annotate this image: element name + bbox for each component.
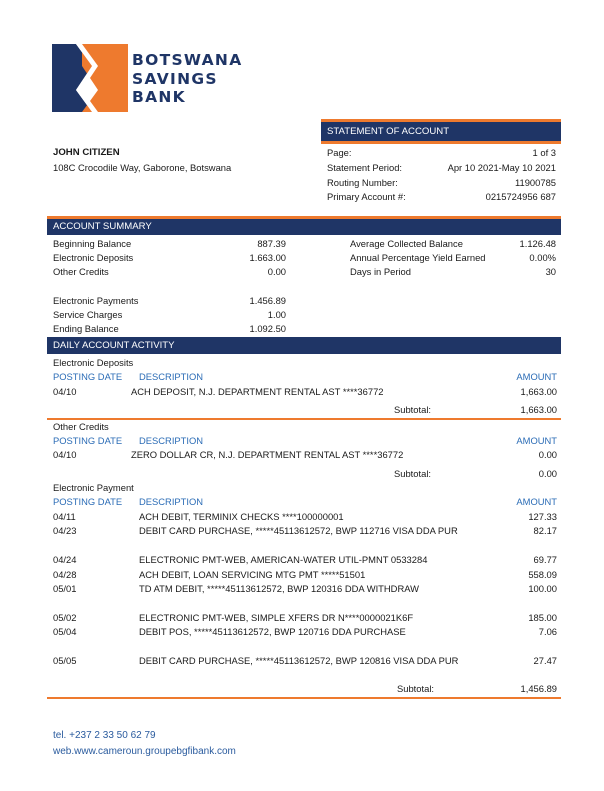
- row-amount: 7.06: [538, 626, 557, 637]
- subtotal-value: 1,456.89: [520, 683, 557, 694]
- row-amount: 27.47: [533, 655, 557, 666]
- row-amount: 100.00: [528, 583, 557, 594]
- row-date: 04/24: [53, 554, 77, 565]
- summary-row: [53, 252, 286, 263]
- statement-title: STATEMENT OF ACCOUNT: [321, 122, 561, 141]
- customer-name: JOHN CITIZEN: [53, 147, 120, 158]
- summary-label: Electronic Payments: [53, 295, 139, 306]
- row-amount: 82.17: [533, 525, 557, 536]
- customer-address: 108C Crocodile Way, Gaborone, Botswana: [53, 162, 232, 173]
- account-summary-title: ACCOUNT SUMMARY: [47, 219, 561, 235]
- row-description: ELECTRONIC PMT-WEB, AMERICAN-WATER UTIL-PMNT 0533284: [139, 554, 428, 565]
- column-header-amount: AMOUNT: [516, 371, 557, 382]
- row-description: DEBIT POS, *****45113612572, BWP 120716 DDA PURCHASE: [139, 626, 406, 637]
- column-header-date: POSTING DATE: [53, 435, 123, 446]
- row-amount: 558.09: [528, 569, 557, 580]
- row-amount: 185.00: [528, 612, 557, 623]
- field-value: 1 of 3: [532, 147, 556, 158]
- subtotal-label: Subtotal:: [394, 404, 432, 415]
- summary-row: [350, 238, 556, 249]
- summary-value: 1.663.00: [249, 252, 286, 263]
- statement-bottom-rule: [321, 141, 561, 144]
- field-value: 11900785: [514, 177, 556, 188]
- column-header-description: DESCRIPTION: [139, 371, 204, 382]
- summary-value: 0.00%: [529, 252, 556, 263]
- row-date: 04/11: [53, 511, 76, 522]
- summary-label: Other Credits: [53, 266, 109, 277]
- row-amount: 69.77: [533, 554, 557, 565]
- bank-name-line-1: BOTSWANA: [132, 51, 243, 69]
- activity-title: DAILY ACCOUNT ACTIVITY: [47, 337, 561, 354]
- footer-phone: tel. +237 2 33 50 62 79: [53, 730, 156, 741]
- subtotal-label: Subtotal:: [397, 683, 435, 694]
- statement-field: [327, 177, 556, 188]
- summary-row: [53, 295, 286, 306]
- row-date: 04/10: [53, 386, 77, 397]
- section-divider: [47, 418, 561, 420]
- summary-value: 30: [545, 266, 556, 277]
- column-header-amount: AMOUNT: [516, 435, 557, 446]
- field-label: Page:: [327, 147, 352, 158]
- field-value: 0215724956 687: [485, 191, 556, 202]
- row-description: ACH DEBIT, TERMINIX CHECKS ****100000001: [139, 511, 344, 522]
- summary-row: [53, 309, 286, 320]
- row-date: 05/02: [53, 612, 77, 623]
- field-label: Primary Account #:: [327, 191, 406, 202]
- statement-field: [327, 162, 556, 173]
- summary-value: 887.39: [257, 238, 286, 249]
- subtotal-label: Subtotal:: [394, 468, 432, 479]
- field-label: Statement Period:: [327, 162, 403, 173]
- summary-label: Electronic Deposits: [53, 252, 134, 263]
- statement-field: [327, 147, 556, 158]
- column-header-description: DESCRIPTION: [139, 496, 204, 507]
- row-date: 05/05: [53, 655, 77, 666]
- row-date: 04/10: [53, 449, 77, 460]
- row-amount: 127.33: [528, 511, 557, 522]
- summary-label: Beginning Balance: [53, 238, 132, 249]
- section-label: Electronic Deposits: [53, 357, 134, 368]
- summary-label: Service Charges: [53, 309, 123, 320]
- row-amount: 1,663.00: [520, 386, 557, 397]
- row-description: ACH DEPOSIT, N.J. DEPARTMENT RENTAL AST ****36772: [131, 386, 384, 397]
- row-description: ELECTRONIC PMT-WEB, SIMPLE XFERS DR N****0000021K6F: [139, 612, 414, 623]
- summary-row: [53, 238, 286, 249]
- bank-name-line-2: SAVINGS: [132, 70, 218, 88]
- row-description: ACH DEBIT, LOAN SERVICING MTG PMT *****51501: [139, 569, 366, 580]
- row-date: 04/28: [53, 569, 77, 580]
- summary-value: 1.00: [267, 309, 286, 320]
- footer-website[interactable]: web.www.cameroun.groupebgfibank.com: [53, 746, 236, 757]
- summary-value: 1.456.89: [249, 295, 286, 306]
- summary-row: [53, 323, 286, 334]
- section-label: Electronic Payment: [53, 482, 134, 493]
- row-date: 05/01: [53, 583, 77, 594]
- summary-value: 1.092.50: [249, 323, 286, 334]
- row-description: ZERO DOLLAR CR, N.J. DEPARTMENT RENTAL AST ****36772: [131, 449, 404, 460]
- summary-label: Annual Percentage Yield Earned: [350, 252, 486, 263]
- column-header-amount: AMOUNT: [516, 496, 557, 507]
- field-label: Routing Number:: [327, 177, 398, 188]
- summary-value: 0.00: [267, 266, 286, 277]
- subtotal-value: 0.00: [538, 468, 557, 479]
- summary-row: [53, 266, 286, 277]
- row-description: DEBIT CARD PURCHASE, *****45113612572, BWP 112716 VISA DDA PUR: [139, 525, 458, 536]
- summary-label: Days in Period: [350, 266, 411, 277]
- bank-logo: [52, 44, 128, 112]
- column-header-date: POSTING DATE: [53, 371, 123, 382]
- summary-label: Average Collected Balance: [350, 238, 463, 249]
- column-header-date: POSTING DATE: [53, 496, 123, 507]
- column-header-description: DESCRIPTION: [139, 435, 204, 446]
- subtotal-value: 1,663.00: [520, 404, 557, 415]
- section-label: Other Credits: [53, 421, 109, 432]
- activity-bottom-rule: [47, 697, 561, 699]
- row-description: DEBIT CARD PURCHASE, *****45113612572, BWP 120816 VISA DDA PUR: [139, 655, 459, 666]
- field-value: Apr 10 2021-May 10 2021: [447, 162, 556, 173]
- summary-label: Ending Balance: [53, 323, 119, 334]
- summary-row: [350, 266, 556, 277]
- row-date: 04/23: [53, 525, 77, 536]
- statement-field: [327, 191, 556, 202]
- row-date: 05/04: [53, 626, 77, 637]
- row-description: TD ATM DEBIT, *****45113612572, BWP 120316 DDA WITHDRAW: [139, 583, 419, 594]
- summary-value: 1.126.48: [519, 238, 556, 249]
- summary-row: [350, 252, 556, 263]
- bank-name-line-3: BANK: [132, 88, 186, 106]
- row-amount: 0.00: [538, 449, 557, 460]
